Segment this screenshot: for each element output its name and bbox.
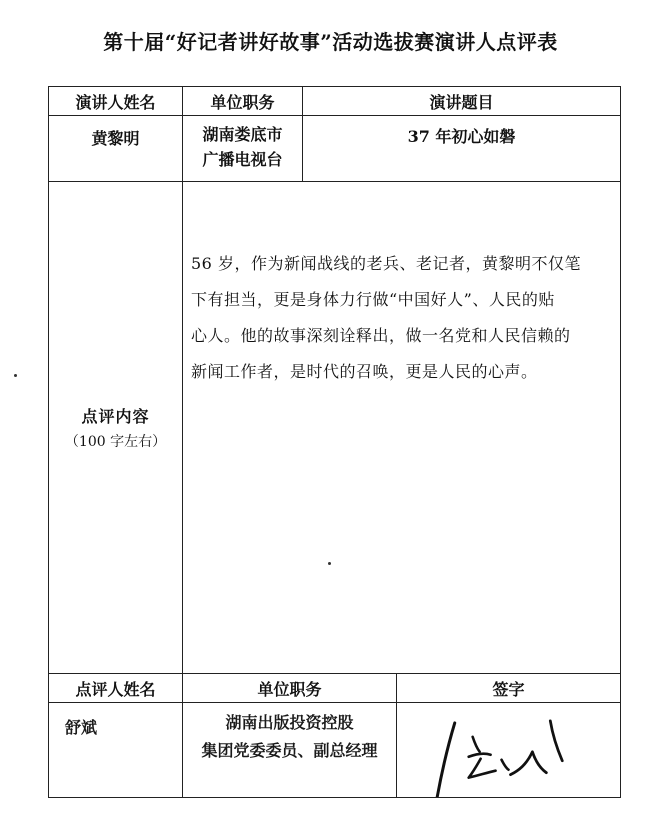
comment-content (183, 182, 621, 674)
reviewer-name: 舒斌 (49, 703, 183, 798)
signature-label: 签字 (397, 674, 621, 703)
reviewer-name-label: 点评人姓名 (49, 674, 183, 703)
comment-label-cell (49, 182, 183, 674)
signature-graphic (397, 703, 620, 797)
speaker-unit-line2: 广播电视台 (202, 150, 283, 169)
comment-line: 新闻工作者，是时代的召唤，更是人民的心声。 (191, 362, 538, 381)
speaker-unit-line1: 湖南娄底市 (202, 125, 283, 144)
reviewer-unit-line1: 湖南出版投资控股 (225, 713, 354, 732)
reviewer-unit-label: 单位职务 (183, 674, 397, 703)
scan-speck (14, 374, 17, 377)
speaker-name: 黄黎明 (49, 116, 183, 182)
comment-label: 点评内容 (81, 407, 150, 426)
speaker-unit-label: 单位职务 (183, 87, 303, 116)
reviewer-unit-line2: 集团党委委员、副总经理 (201, 741, 378, 760)
reviewer-unit (183, 703, 397, 798)
speaker-unit (183, 116, 303, 182)
comment-line: 56 岁，作为新闻战线的老兵、老记者，黄黎明不仅笔 (191, 254, 581, 273)
comment-hint: （100 字左右） (64, 434, 167, 450)
review-table (48, 86, 621, 798)
speech-topic: 37 年初心如磐 (303, 116, 621, 182)
signature-cell (397, 703, 621, 798)
topic-label: 演讲题目 (303, 87, 621, 116)
comment-line: 心人。他的故事深刻诠释出，做一名党和人民信赖的 (191, 326, 571, 345)
scan-speck (328, 562, 331, 565)
review-form (48, 86, 620, 794)
page-title: 第十届“好记者讲好故事”活动选拔赛演讲人点评表 (103, 30, 558, 54)
comment-line: 下有担当，更是身体力行做“中国好人”、人民的贴 (191, 290, 555, 309)
speaker-name-label: 演讲人姓名 (49, 87, 183, 116)
